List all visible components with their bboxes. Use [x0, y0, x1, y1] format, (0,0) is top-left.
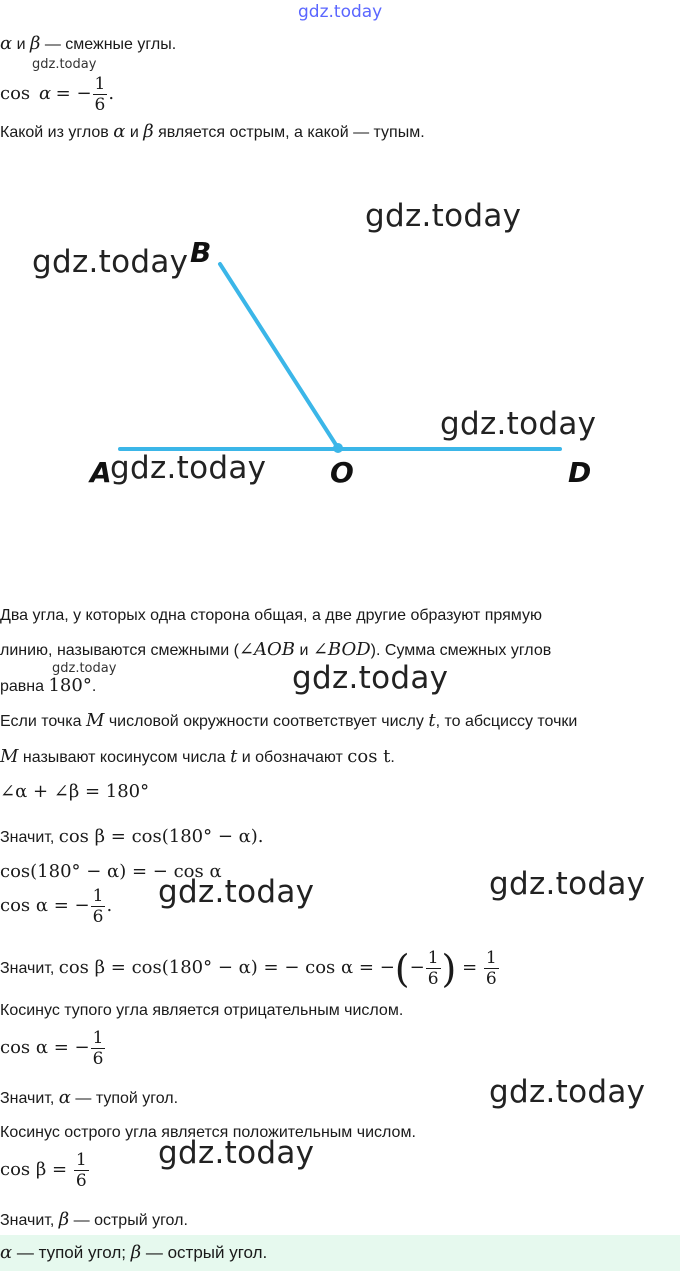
fraction	[93, 74, 108, 115]
text: Значит,	[0, 829, 59, 846]
formula: cos α = −	[0, 1037, 90, 1058]
numerator: 1	[75, 1150, 87, 1171]
text: — острый угол.	[141, 1243, 268, 1262]
problem-line-1	[0, 34, 176, 55]
beta-symbol: β	[143, 121, 154, 142]
text: Значит,	[0, 960, 59, 977]
question-text: Какой из углов	[0, 124, 114, 141]
number-t: t	[428, 710, 436, 731]
formula: cos α = −	[0, 895, 90, 916]
text: — тупой угол.	[70, 1090, 179, 1107]
text: Если точка	[0, 713, 86, 730]
point-m: M	[0, 746, 19, 767]
sum-angles-formula	[0, 782, 149, 803]
fraction	[91, 886, 106, 927]
denominator: 6	[92, 1049, 104, 1070]
text: Значит,	[0, 1090, 59, 1107]
explanation-line	[0, 884, 112, 929]
conj: и	[12, 36, 30, 53]
alpha-symbol: α	[0, 1242, 13, 1263]
explanation-line	[0, 1210, 188, 1231]
numerator: 1	[92, 1028, 104, 1049]
explanation-line	[0, 640, 551, 661]
watermark-big: gdz.today	[110, 450, 267, 486]
explanation-line	[0, 827, 264, 848]
explanation-line	[0, 1148, 90, 1193]
watermark-big: gdz.today	[32, 244, 189, 280]
denominator: 6	[427, 969, 439, 990]
label-b: B	[190, 236, 212, 269]
beta-symbol: β	[130, 1242, 142, 1263]
text: ). Сумма смежных углов	[370, 642, 552, 659]
angle-bod: ∠BOD	[312, 639, 371, 660]
alpha-symbol: α	[39, 83, 52, 104]
formula: cos β = cos(180° − α).	[58, 826, 264, 847]
watermark-big: gdz.today	[158, 874, 315, 910]
explanation-line: Косинус острого угла является положительным числом.	[0, 1124, 416, 1141]
explanation-line	[0, 1088, 178, 1109]
formula: ∠α + ∠β = 180°	[0, 781, 150, 802]
equals-minus: = −	[55, 83, 92, 104]
fraction	[426, 948, 441, 989]
watermark-small: gdz.today	[52, 661, 117, 676]
explanation-line	[0, 1026, 106, 1071]
alpha-symbol: α	[58, 1087, 71, 1108]
text: равна	[0, 678, 49, 695]
text: называют косинусом числа	[18, 749, 231, 766]
text: числовой окружности соответствует числу	[104, 713, 429, 730]
conj: и	[125, 124, 144, 141]
equals: =	[456, 957, 483, 978]
vertex-o-point	[333, 443, 343, 453]
point-m: M	[85, 710, 105, 731]
explanation-line: Значит, cos β = cos(180° − α) = − cos α = −(− $\frac{1}{6}$ ) = $\frac{1}{6}$	[0, 946, 497, 991]
alpha-symbol: α	[0, 33, 13, 54]
numerator: 1	[485, 948, 497, 969]
cos-fn: cos	[0, 83, 31, 104]
explanation-line	[0, 747, 395, 768]
text: — тупой угол;	[12, 1243, 131, 1262]
problem-question	[0, 122, 425, 143]
ray-ob	[220, 264, 338, 448]
fraction	[74, 1150, 89, 1191]
explanation-line	[0, 676, 96, 697]
watermark-big: gdz.today	[158, 1135, 315, 1171]
label-a: A	[90, 456, 112, 489]
watermark-small: gdz.today	[32, 57, 97, 72]
numerator: 1	[94, 74, 106, 95]
label-d: D	[568, 456, 592, 489]
watermark-big: gdz.today	[489, 866, 646, 902]
value-180: 180°	[48, 675, 92, 696]
formula: cos β = cos(180° − α) = − cos α = −	[58, 957, 395, 978]
question-text: является острым, а какой — тупым.	[153, 124, 425, 141]
explanation-line: Два угла, у которых одна сторона общая, а две другие образуют прямую	[0, 607, 542, 624]
numerator: 1	[92, 886, 104, 907]
watermark-top: gdz.today	[298, 2, 383, 22]
text: и обозначают	[237, 749, 348, 766]
problem-text: — смежные углы.	[40, 36, 177, 53]
answer-text	[0, 1243, 267, 1263]
formula: cos β =	[0, 1159, 73, 1180]
denominator: 6	[485, 969, 497, 990]
label-o: O	[330, 456, 354, 489]
cos-t: cos t	[347, 746, 391, 767]
conj: и	[295, 642, 313, 659]
watermark-big: gdz.today	[365, 198, 522, 234]
text: .	[390, 749, 395, 766]
text: — острый угол.	[69, 1212, 188, 1229]
denominator: 6	[75, 1171, 87, 1192]
watermark-big: gdz.today	[292, 660, 449, 696]
watermark-big: gdz.today	[440, 406, 597, 442]
explanation-line: Косинус тупого угла является отрицательным числом.	[0, 1002, 404, 1019]
formula: cos(180° − α) = − cos α	[0, 861, 222, 882]
text: Значит,	[0, 1212, 59, 1229]
denominator: 6	[92, 907, 104, 928]
beta-symbol: β	[58, 1209, 70, 1230]
adjacent-angles-diagram	[0, 180, 680, 510]
fraction	[484, 948, 499, 989]
answer-box	[0, 1235, 680, 1271]
alpha-symbol: α	[113, 121, 126, 142]
text: , то абсциссу точки	[435, 713, 578, 730]
denominator: 6	[94, 95, 106, 116]
text: .	[91, 678, 97, 695]
watermark-big: gdz.today	[489, 1074, 646, 1110]
explanation-line	[0, 711, 577, 732]
problem-formula: cos α = − $\frac{1}{6}$ .	[0, 74, 115, 116]
beta-symbol: β	[29, 33, 41, 54]
text: линию, называются смежными (	[0, 642, 239, 659]
angle-aob: ∠AOB	[238, 639, 295, 660]
numerator: 1	[427, 948, 439, 969]
number-t: t	[230, 746, 238, 767]
fraction	[91, 1028, 106, 1069]
text: .	[106, 895, 113, 916]
